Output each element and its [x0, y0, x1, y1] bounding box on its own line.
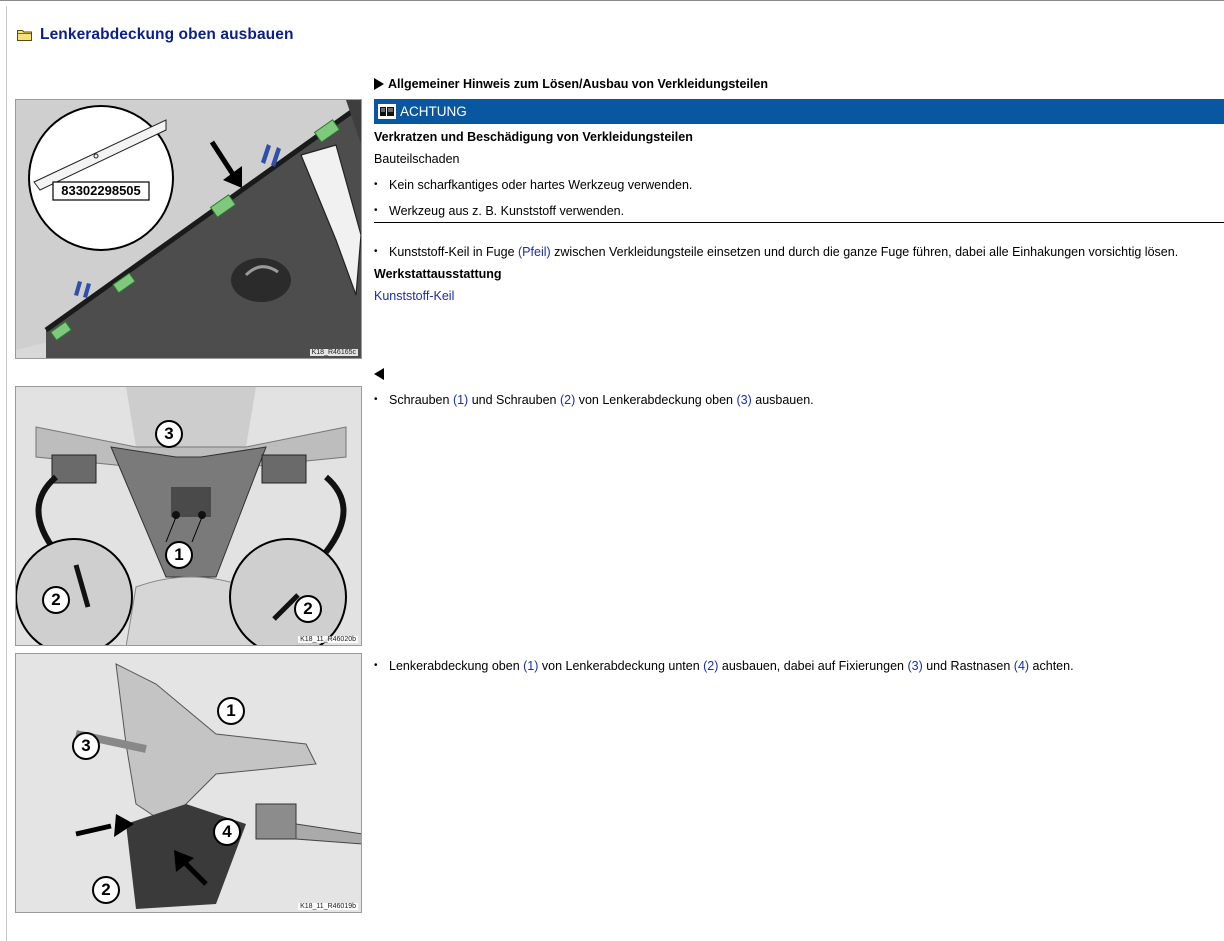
callout-3: 3 — [81, 736, 91, 755]
step-text: achten. — [1029, 659, 1074, 673]
step-text: von Lenkerabdeckung unten — [538, 659, 704, 673]
general-hint-link[interactable]: Allgemeiner Hinweis zum Lösen/Ausbau von Verkleidungsteilen — [388, 77, 768, 91]
general-hint-row[interactable] — [374, 77, 768, 91]
warning-subheading: Bauteilschaden — [374, 152, 460, 166]
warning-divider — [374, 222, 1224, 223]
figure-code: K18_11_R46020b — [300, 636, 356, 643]
callout-3: 3 — [164, 424, 174, 443]
warning-item — [374, 178, 692, 192]
figure-wedge-trim — [15, 99, 362, 359]
step-text: und Schrauben — [468, 393, 560, 407]
warning-item-text: Werkzeug aus z. B. Kunststoff verwenden. — [389, 204, 625, 218]
bullet-icon: • — [374, 246, 378, 257]
page-title: Lenkerabdeckung oben ausbauen — [40, 26, 294, 43]
callout-1: 1 — [226, 701, 236, 720]
callout-4: 4 — [222, 822, 232, 841]
step-text: und Rastnasen — [922, 659, 1014, 673]
step-text: zwischen Verkleidungsteile einsetzen und durch die ganze Fuge führen, dabei alle Einhakungen vorsichtig lösen. — [550, 245, 1179, 259]
warning-heading: Verkratzen und Beschädigung von Verkleidungsteilen — [374, 130, 693, 144]
figure-code: K18_R46165c — [311, 349, 356, 356]
expand-triangle-icon[interactable] — [374, 78, 384, 90]
ref-arrow[interactable]: (Pfeil) — [518, 245, 551, 259]
step-text: ausbauen. — [751, 393, 814, 407]
bullet-icon: • — [374, 205, 378, 216]
warning-item — [374, 204, 624, 218]
callout-2-left: 2 — [51, 590, 61, 609]
step-text: von Lenkerabdeckung oben — [575, 393, 737, 407]
step-text: Kunststoff-Keil in Fuge — [389, 245, 519, 259]
ref-1[interactable]: (1) — [452, 393, 469, 407]
folder-icon — [17, 29, 32, 41]
step-text: ausbauen, dabei auf Fixierungen — [718, 659, 908, 673]
step-text: Lenkerabdeckung oben — [389, 659, 524, 673]
step-wedge — [374, 245, 1178, 259]
callout-2: 2 — [101, 880, 111, 899]
figure-code: K18_11_R46019b — [300, 903, 356, 910]
ref-3[interactable]: (3) — [907, 659, 923, 673]
figure-handlebar-screws — [15, 386, 362, 646]
equipment-heading: Werkstattausstattung — [374, 267, 502, 281]
page-header — [17, 26, 294, 44]
figure-cover-illustration — [16, 654, 362, 913]
step-text: Schrauben — [389, 393, 453, 407]
ref-2[interactable]: (2) — [703, 659, 719, 673]
ref-1[interactable]: (1) — [523, 659, 539, 673]
warning-label: ACHTUNG — [400, 104, 467, 119]
window-frame-left — [6, 6, 7, 941]
ref-3[interactable]: (3) — [736, 393, 752, 407]
bullet-icon: • — [374, 179, 378, 190]
collapse-hint-row[interactable] — [374, 368, 384, 383]
collapse-triangle-icon[interactable] — [374, 368, 384, 380]
ref-2[interactable]: (2) — [559, 393, 576, 407]
figure-cover-removal — [15, 653, 362, 913]
callout-1: 1 — [174, 545, 184, 564]
caution-book-icon — [377, 103, 397, 120]
step-screws — [374, 393, 814, 407]
inset-part-number: 83302298505 — [61, 183, 141, 198]
warning-bar — [374, 99, 1224, 124]
callout-2-right: 2 — [303, 599, 313, 618]
bullet-icon: • — [374, 394, 378, 405]
warning-item-text: Kein scharfkantiges oder hartes Werkzeug verwenden. — [389, 178, 693, 192]
window-frame-top — [0, 0, 1224, 6]
bullet-icon: • — [374, 660, 378, 671]
step-remove-cover — [374, 659, 1074, 673]
equipment-link[interactable]: Kunststoff-Keil — [374, 289, 455, 303]
figure-wedge-illustration — [16, 100, 362, 359]
ref-4[interactable]: (4) — [1013, 659, 1030, 673]
